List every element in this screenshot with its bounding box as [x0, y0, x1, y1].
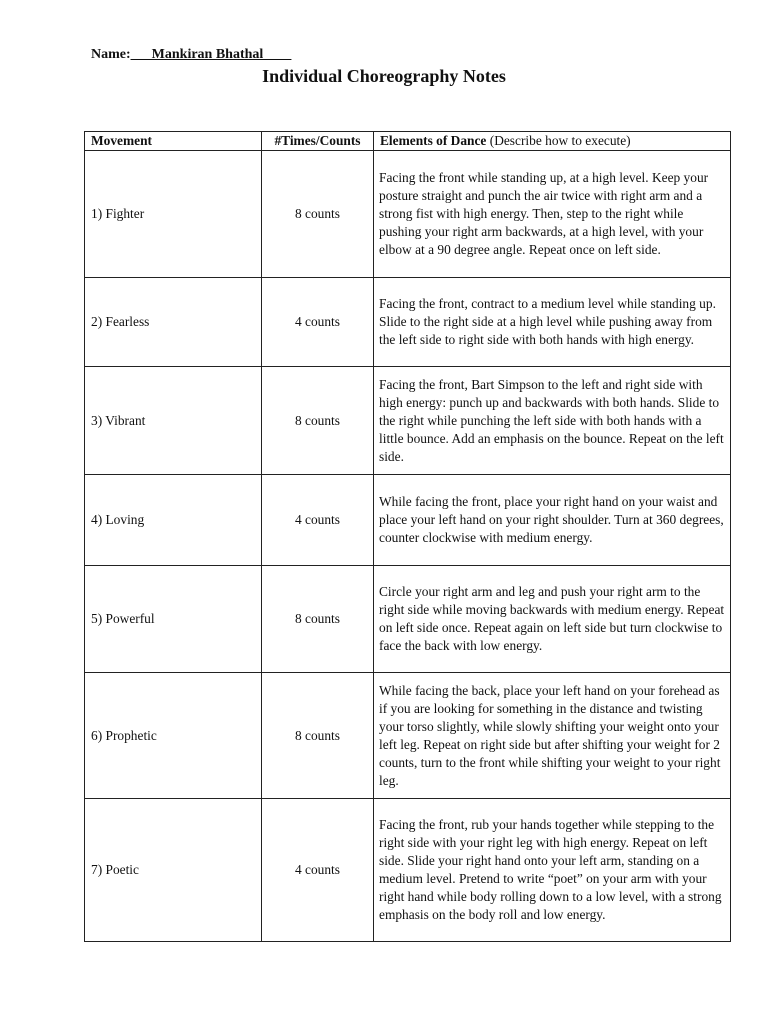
counts-cell: 4 counts — [262, 475, 374, 566]
description-cell: Facing the front while standing up, at a high level. Keep your posture straight and punch the air twice with right arm and a strong fist with high energy. Then, step to the right while pushing your right arm backwards, at a high level, with your elbow at a 90 degree angle. Repeat once on left side. — [374, 151, 731, 278]
table-row — [85, 566, 731, 673]
name-label: Name: — [91, 47, 131, 62]
header-elements-note: (Describe how to execute) — [489, 133, 631, 148]
movement-cell: 2) Fearless — [85, 278, 262, 367]
student-name: ___Mankiran Bhathal____ — [130, 47, 292, 62]
description-cell: While facing the back, place your left hand on your forehead as if you are looking for something in the distance and twisting your torso slightly, while slowly shifting your weight onto your left leg. Repeat on right side but after shifting your weight for 2 counts, turn to the front while shifting your weight to your right leg. — [374, 673, 731, 799]
movement-cell: 3) Vibrant — [85, 367, 262, 475]
header-movement: Movement — [85, 132, 262, 151]
counts-cell: 4 counts — [262, 278, 374, 367]
movement-cell: 4) Loving — [85, 475, 262, 566]
table-row — [85, 151, 731, 278]
header-counts: #Times/Counts — [262, 132, 374, 151]
table-row — [85, 367, 731, 475]
movement-cell: 6) Prophetic — [85, 673, 262, 799]
name-line — [91, 47, 291, 63]
description-cell: Facing the front, Bart Simpson to the left and right side with high energy: punch up and backwards with both hands. Slide to the right while punching the left side with both hands with a little bounce. Add an emphasis on the bounce. Repeat on the left side. — [374, 367, 731, 475]
description-cell: Facing the front, contract to a medium level while standing up. Slide to the right side at a high level while pushing away from the left side to right side with both hands with high energy. — [374, 278, 731, 367]
description-cell: While facing the front, place your right hand on your waist and place your left hand on your right shoulder. Turn at 360 degrees, counter clockwise with medium energy. — [374, 475, 731, 566]
description-cell: Circle your right arm and leg and push your right arm to the right side while moving backwards with medium energy. Repeat on left side once. Repeat again on left side but turn clockwise to face the back with low energy. — [374, 566, 731, 673]
choreography-table — [84, 131, 731, 942]
page-title: Individual Choreography Notes — [262, 66, 506, 86]
movement-cell: 5) Powerful — [85, 566, 262, 673]
counts-cell: 8 counts — [262, 151, 374, 278]
description-cell: Facing the front, rub your hands together while stepping to the right side with your right leg with high energy. Repeat on left side. Slide your right hand onto your left arm, standing on a medium level. Pretend to write “poet” on your arm with your right hand while body rolling down to a low level, with a strong emphasis on the body roll and low energy. — [374, 799, 731, 942]
counts-cell: 8 counts — [262, 566, 374, 673]
counts-cell: 8 counts — [262, 673, 374, 799]
header-elements — [374, 132, 731, 151]
movement-cell: 7) Poetic — [85, 799, 262, 942]
counts-cell: 4 counts — [262, 799, 374, 942]
counts-cell: 8 counts — [262, 367, 374, 475]
header-elements-label: Elements of Dance — [380, 133, 487, 148]
movement-cell: 1) Fighter — [85, 151, 262, 278]
table-row — [85, 475, 731, 566]
table-row — [85, 799, 731, 942]
table-header-row — [85, 132, 731, 151]
table-row — [85, 673, 731, 799]
table-row — [85, 278, 731, 367]
